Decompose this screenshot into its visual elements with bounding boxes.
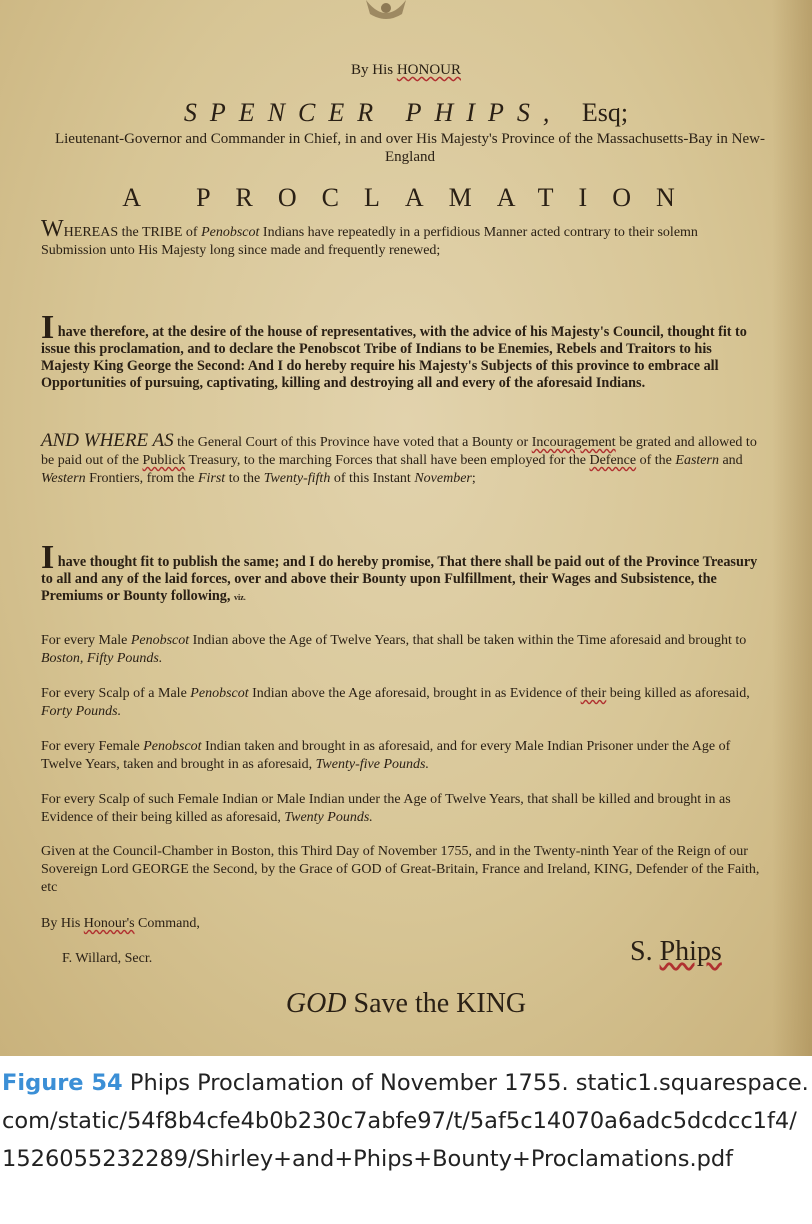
figure-caption [2, 1064, 810, 1178]
signature: S. Phips [630, 936, 722, 967]
closing-line: GOD Save the KING [285, 988, 527, 1019]
declaration-paragraph: I have therefore, at the desire of the house of representatives, with the advice of his Majesty's Council, thought fit to issue this proclamation, and to declare the Penobscot Tribe of Indians to be Enemies, Rebels and Traitors to his Majesty King George the Second: And I do hereby require his Majesty's Subjects of this province to embrace all Opportunities of pursuing, captivating, killing and destroying all and every of the aforesaid Indians. [41, 309, 747, 391]
given-at-paragraph: Given at the Council-Chamber in Boston, this Third Day of November 1755, and in the Twenty-ninth Year of the Reign of our Sovereign Lord GEORGE the Second, by the Grace of GOD of Great-Britain, France and Ireland, KING, Defender of the Faith, etc [41, 844, 760, 895]
bounty-female-captive: For every Female Penobscot Indian taken and brought in as aforesaid, and for every Male Indian Prisoner under the Age of Twelve Years, taken and brought in as aforesaid, Twenty-five Pounds. [41, 739, 731, 772]
royal-crest-icon [362, 0, 410, 22]
and-whereas-paragraph: AND WHERE AS the General Court of this Province have voted that a Bounty or Incouragement be grated and allowed to be paid out of the Publick Treasury, to the marching Forces that shall have been employed for the Defence of the Eastern and Western Frontiers, from the First to the Twenty-fifth of this Instant November; [41, 430, 757, 486]
whereas-paragraph: WHEREAS the TRIBE of Penobscot Indians have repeatedly in a perfidious Manner acted contrary to their solemn Submission unto His Majesty long since made and frequently renewed; [41, 216, 698, 258]
figure-label: Figure 54 [2, 1070, 123, 1096]
promise-paragraph: I have thought fit to publish the same; and I do hereby promise, That there shall be paid out of the Province Treasury to all and any of the laid forces, over and above their Bounty upon Fulfillment, their Wages and Subsistence, the Premiums or Bounty following, viz. [41, 539, 758, 604]
bounty-female-scalp: For every Scalp of such Female Indian or Male Indian under the Age of Twelve Years, that shall be killed and brought in as Evidence of their being killed as aforesaid, Twenty Pounds. [41, 792, 731, 825]
command-line: By His Honour's Command, [41, 916, 200, 931]
by-his-honour: By His HONOUR [350, 62, 461, 78]
bounty-male-scalp: For every Scalp of a Male Penobscot Indian above the Age aforesaid, brought in as Evidence of their being killed as aforesaid, Forty Pounds. [41, 686, 750, 719]
governor-title: Lieutenant-Governor and Commander in Chief, in and over His Majesty's Province of the Massachusetts-Bay in New-England [54, 131, 766, 165]
secretary-line: F. Willard, Secr. [62, 951, 153, 966]
governor-name: SPENCER PHIPS, Esq; [183, 98, 629, 127]
bounty-male-captive: For every Male Penobscot Indian above the Age of Twelve Years, that shall be taken within the Time aforesaid and brought to Boston, Fifty Pounds. [41, 633, 747, 666]
caption-text: Phips Proclamation of November 1755. static1.squarespace.com/static/54f8b4cfe4b0b230c7abfe97/t/5af5c14070a6adc5dcdcc1f4/1526055232289/Shirley+and+Phips+Bounty+Proclamations.pdf [2, 1070, 809, 1172]
proclamation-heading: A PROCLAMATION [122, 183, 700, 212]
